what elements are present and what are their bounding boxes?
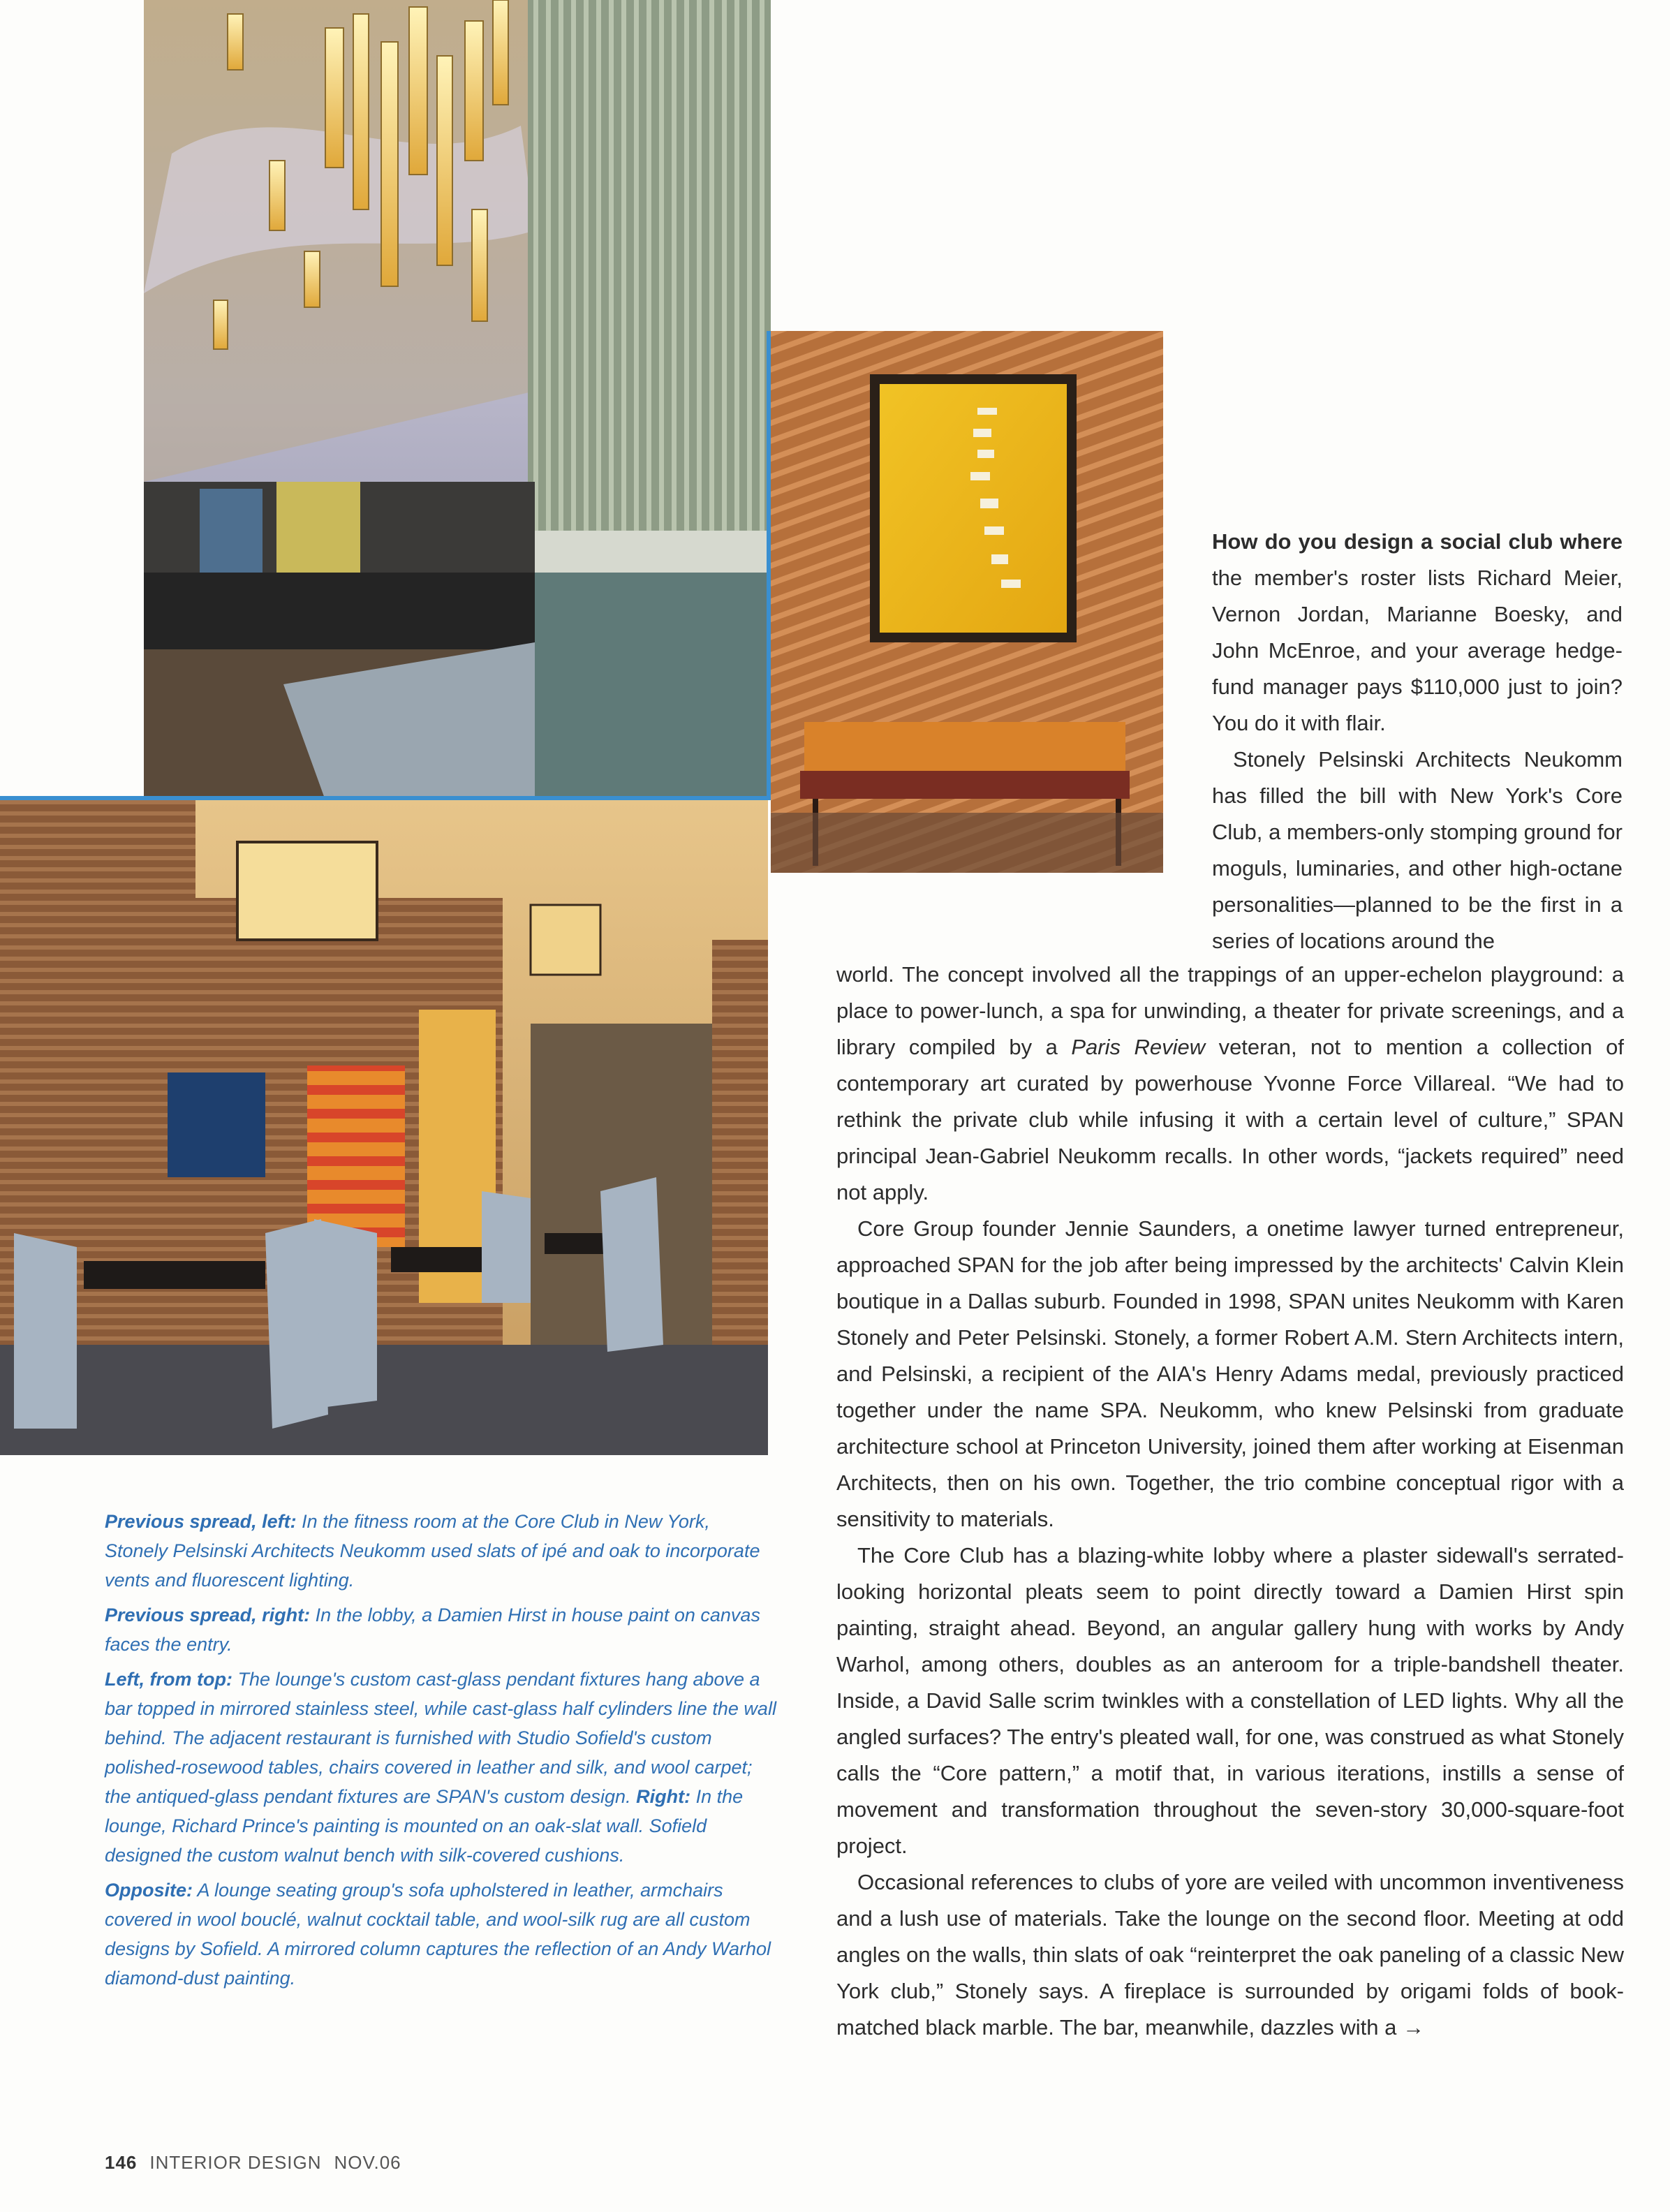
article-paragraph (836, 957, 1624, 1211)
article-paragraph: The Core Club has a blazing-white lobby where a plaster sidewall's serrated-looking horizontal pleats seem to point directly toward a Damien Hirst spin painting, straight ahead. Beyond, an angular gallery hung with works by Andy Warhol, among others, doubles as an anteroom for a triple-bandshell theater. Inside, a David Salle scrim twinkles with a constellation of LED lights. Why all the angled surfaces? The entry's pleated wall, for one, was construed as what Stonely calls the “Core pattern,” a motif that, in various iterations, instills a sense of movement and transformation throughout the seven-story 30,000-square-foot project. (836, 1543, 1624, 1858)
caption-text: A lounge seating group's sofa upholstered in leather, armchairs covered in wool bouclé, walnut cocktail table, and wool-silk rug are all custom designs by Sofield. A mirrored column captures the reflection of an Andy Warhol diamond-dust painting. (105, 1880, 771, 1989)
issue-date: NOV.06 (334, 2152, 401, 2173)
page-number: 146 (105, 2152, 138, 2173)
article-paragraph: Stonely Pelsinski Architects Neukomm has filled the bill with New York's Core Club, a members-only stomping ground for moguls, luminaries, and other high-octane personalities—planned to be the first in a series of locations around the (1212, 747, 1623, 953)
caption-label: Right: (636, 1786, 691, 1807)
lounge-bar-photo (144, 0, 771, 800)
caption-item (105, 1600, 776, 1659)
caption-text: In the lounge, Richard Prince's painting is mounted on an oak-slat wall. Sofield designed the custom walnut bench with silk-covered cushions. (105, 1786, 744, 1866)
caption-text: In the fitness room at the Core Club in New York, Stonely Pelsinski Architects Neukomm used slats of ipé and oak to incorporate vents and fluorescent lighting. (105, 1511, 760, 1591)
restaurant-photo (0, 800, 768, 1455)
caption-label: Previous spread, right: (105, 1605, 311, 1625)
article-text: veteran, not to mention a collection of contemporary art curated by powerhouse Yvonne Force Villareal. “We had to rethink the private club while infusing it with a certain level of culture,” SPAN principal Jean-Gabriel Neukomm recalls. In other words, “jackets required” need not apply. (836, 1035, 1624, 1204)
article-main-column (836, 957, 1624, 2046)
caption-label: Opposite: (105, 1880, 193, 1901)
caption-item (105, 1875, 776, 1993)
article-italic-title: Paris Review (1071, 1035, 1206, 1059)
caption-text: The lounge's custom cast-glass pendant fixtures hang above a bar topped in mirrored stainless steel, while cast-glass half cylinders line the wall behind. The adjacent restaurant is furnished with Studio Sofield's custom polished-rosewood tables, chairs covered in leather and silk, and wool carpet; the antiqued-glass pendant fixtures are SPAN's custom design. (105, 1669, 776, 1807)
caption-text: In the lobby, a Damien Hirst in house paint on canvas faces the entry. (105, 1605, 760, 1655)
oak-slat-bench-photo (771, 331, 1163, 873)
article-intro-column (1212, 524, 1623, 959)
caption-item (105, 1665, 776, 1870)
article-text: world. The concept involved all the trappings of an upper-echelon playground: a place to power-lunch, a spa for unwinding, a theater for private screenings, and a library compiled by a (836, 962, 1624, 1059)
magazine-name: INTERIOR DESIGN (149, 2152, 322, 2173)
article-paragraph: Occasional references to clubs of yore are veiled with uncommon inventiveness and a lush use of materials. Take the lounge on the second floor. Meeting at odd angles on the walls, thin slats of oak “reinterpret the oak paneling of a classic New York club,” Stonely says. A fireplace is surrounded by origami folds of book-matched black marble. The bar, meanwhile, dazzles with a → (836, 1870, 1624, 2040)
caption-label: Previous spread, left: (105, 1511, 297, 1532)
article-paragraph: Core Group founder Jennie Saunders, a onetime lawyer turned entrepreneur, approached SPAN for the job after being impressed by the architects' Calvin Klein boutique in a Dallas suburb. Founded in 1998, SPAN unites Neukomm with Karen Stonely and Peter Pelsinski. Stonely, a former Robert A.M. Stern Architects intern, and Pelsinski, a recipient of the AIA's Henry Adams medal, previously practiced together under the name SPA. Neukomm, who knew Pelsinski from graduate architecture school at Princeton University, joined them after working at Eisenman Architects, then on his own. Together, the trio combine conceptual rigor with a sensitivity to materials. (836, 1216, 1624, 1531)
page-folio (105, 2152, 401, 2174)
article-lead: How do you design a social club where (1212, 529, 1623, 554)
article-text: the member's roster lists Richard Meier, Vernon Jordan, Marianne Boesky, and John McEnroe, and your average hedge-fund manager pays $110,000 just to join? You do it with flair. (1212, 566, 1623, 735)
photo-captions (105, 1507, 776, 1998)
caption-item (105, 1507, 776, 1595)
article-paragraph (1212, 524, 1623, 742)
caption-label: Left, from top: (105, 1669, 232, 1690)
